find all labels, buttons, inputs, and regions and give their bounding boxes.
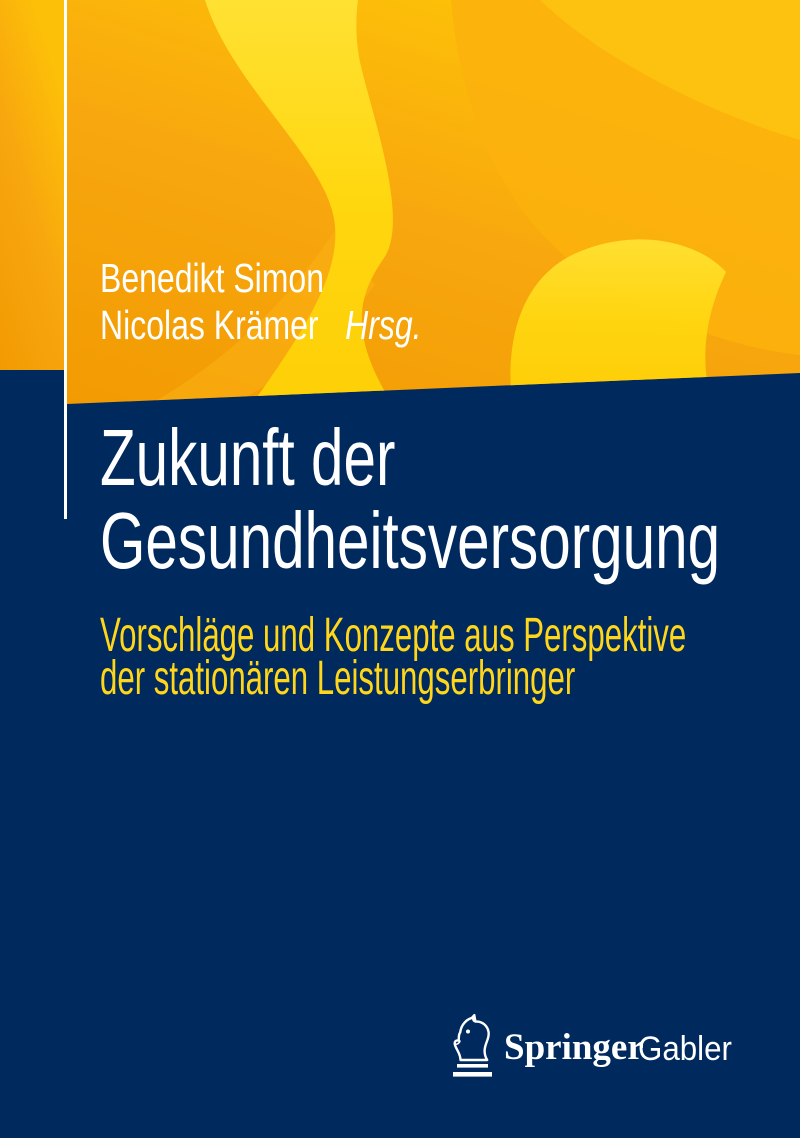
springer-knight-icon xyxy=(447,1014,497,1078)
editor-name: Nicolas Krämer xyxy=(100,302,319,348)
editors-block xyxy=(100,255,422,349)
publisher-imprint: Gabler xyxy=(638,1030,732,1068)
title-line: Zukunft der xyxy=(100,413,396,502)
editor-suffix-hrsg: Hrsg. xyxy=(345,302,422,348)
subtitle-line: Vorschläge und Konzepte aus Perspektive xyxy=(100,609,687,662)
editor-name: Benedikt Simon xyxy=(100,255,324,301)
book-subtitle xyxy=(100,609,687,705)
editor-name-row xyxy=(100,302,422,349)
subtitle-line: der stationären Leistungserbringer xyxy=(100,652,576,705)
vertical-rule xyxy=(64,0,67,519)
title-line: Gesundheitsversorgung xyxy=(100,496,721,585)
book-title xyxy=(100,413,721,585)
publisher-brand: Springer xyxy=(504,1027,644,1068)
spine-strip xyxy=(0,0,64,370)
